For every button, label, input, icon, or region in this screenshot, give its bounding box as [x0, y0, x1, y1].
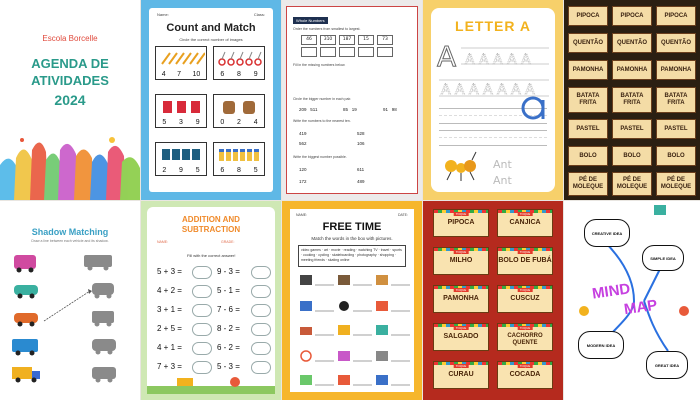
number-item: 611 — [357, 167, 365, 172]
equation: 5 + 3 = — [157, 267, 182, 276]
food-card — [433, 285, 489, 313]
option-number[interactable]: 9 — [179, 167, 183, 174]
title-line2: SUBTRACTION — [181, 225, 241, 234]
question-5: Write the biggest number possible. — [293, 155, 347, 159]
worksheet-title: FREE TIME — [322, 221, 382, 233]
food-label: PÉ DE MOLEQUE — [568, 172, 608, 196]
option-number[interactable]: 6 — [220, 71, 225, 78]
pair-value[interactable]: 85 — [343, 107, 349, 112]
svg-text:A A A A A: A A A A A — [465, 52, 531, 68]
pencils-icon — [159, 50, 205, 67]
worksheet-paper — [147, 207, 275, 394]
question-1: Order the numbers from smallest to largest. — [293, 27, 361, 31]
truck-icon — [12, 367, 40, 383]
activity-pictures-icon — [290, 271, 414, 391]
equation: 7 - 6 = — [217, 305, 240, 314]
mind-map-thumbnail[interactable] — [564, 201, 700, 400]
answer-cloud[interactable] — [251, 342, 271, 355]
card-tag: TOQUE — [519, 364, 531, 368]
food-card — [433, 209, 489, 237]
question-4: Write the numbers to the nearest ten. — [293, 119, 351, 123]
letter-a-thumbnail[interactable] — [423, 0, 563, 200]
card-tag: TOQUE — [455, 326, 467, 330]
grade-label: GRADE: — [221, 240, 235, 244]
food-label: PIPOCA — [612, 6, 652, 26]
date-label: DATE: — [397, 213, 408, 217]
painted-hands-illustration — [0, 0, 140, 200]
card-word: CACHORRO QUENTE — [507, 333, 543, 346]
answer-cloud[interactable] — [251, 285, 271, 298]
answer-cloud[interactable] — [251, 266, 271, 279]
card-tag: TOQUE — [455, 288, 467, 292]
card-word: SALGADO — [443, 333, 479, 340]
worksheet-badge: Whole Numbers — [293, 17, 328, 24]
food-label: PASTEL — [612, 119, 652, 139]
pair-value[interactable]: 511 — [310, 107, 318, 112]
addition-subtraction-thumbnail[interactable] — [141, 201, 281, 400]
idea-bubble: GREAT IDEA — [646, 351, 688, 379]
trace-word: Ant — [493, 158, 512, 171]
count-and-match-thumbnail[interactable] — [141, 0, 281, 200]
bus-icon — [14, 255, 36, 273]
answer-boxes — [301, 47, 393, 57]
svg-text:A: A — [437, 40, 457, 73]
number-item: 489 — [357, 179, 365, 184]
notebook-icon — [159, 146, 205, 163]
number-box: 46 — [301, 35, 317, 45]
card-tag: TOQUE — [455, 212, 467, 216]
name-label: Name: — [157, 12, 169, 17]
count-row — [155, 94, 267, 128]
food-label: QUENTÃO — [612, 33, 652, 53]
option-number[interactable]: 2 — [162, 167, 167, 174]
svg-text:A A A A A A A: A A A A A A A — [441, 82, 535, 98]
pair-value[interactable]: 19 — [351, 107, 357, 112]
food-card — [433, 247, 489, 275]
worksheet-header — [296, 213, 408, 217]
worksheet-title: LETTER A — [455, 18, 531, 34]
whole-numbers-thumbnail[interactable] — [282, 0, 422, 200]
equation: 2 + 5 = — [157, 324, 182, 333]
equation: 6 - 2 = — [217, 343, 240, 352]
food-card — [497, 247, 553, 275]
equation: 9 - 3 = — [217, 267, 240, 276]
pair-value[interactable]: 98 — [391, 107, 397, 112]
title-line2: ATIVIDADES — [31, 73, 109, 88]
number-pair — [383, 107, 397, 112]
food-label: PÉ DE MOLEQUE — [612, 172, 652, 196]
option-number[interactable]: 2 — [237, 119, 241, 126]
number-box: 187 — [339, 35, 355, 45]
answer-cloud[interactable] — [192, 266, 212, 279]
number-box: 73 — [377, 35, 393, 45]
card-word: CANJICA — [509, 219, 541, 226]
number-pair — [343, 107, 357, 112]
option-number[interactable]: 8 — [237, 71, 241, 78]
worksheet-subtitle: Match the words in the box with pictures. — [311, 236, 393, 241]
equation: 4 + 2 = — [157, 286, 182, 295]
food-label: BOLO — [656, 146, 696, 166]
count-row — [155, 46, 267, 80]
option-number[interactable]: 5 — [195, 167, 200, 174]
word-box: video games · art · movie · reading · watching TV · travel · sports · cooking · cycling · skateboarding · photography · shopping · meeting friends · skating online — [298, 245, 406, 267]
books-icon — [159, 98, 205, 115]
vehicles-and-shadows-illustration — [0, 249, 140, 399]
option-number[interactable]: 10 — [192, 71, 201, 78]
backpack-icon — [217, 98, 263, 115]
food-label: PIPOCA — [568, 6, 608, 26]
card-word: CURAU — [448, 371, 474, 378]
shadow-matching-thumbnail[interactable] — [0, 201, 140, 400]
idea-bubble: SIMPLE IDEA — [642, 245, 684, 271]
count-cell — [155, 94, 207, 128]
number-pair — [299, 107, 317, 112]
answer-cloud[interactable] — [192, 342, 212, 355]
food-label: PIPOCA — [656, 6, 696, 26]
food-label: BATATA FRITA — [568, 87, 608, 113]
option-number[interactable]: 6 — [220, 167, 225, 174]
number-item: 120 — [299, 167, 307, 172]
number-item: 172 — [299, 179, 307, 184]
card-tag: TOQUE — [519, 212, 531, 216]
festa-junina-labels-thumbnail[interactable] — [564, 0, 700, 200]
food-card — [433, 323, 489, 351]
name-label: NAME: — [157, 240, 169, 244]
bus-icon — [12, 339, 38, 356]
equation: 8 - 2 = — [217, 324, 240, 333]
instruction: Fill with the correct answer! — [187, 253, 236, 258]
worksheet-paper — [286, 6, 418, 194]
option-number[interactable]: 3 — [179, 119, 183, 126]
food-label: BOLO — [612, 146, 652, 166]
rounding-item: 528 — [357, 131, 365, 136]
number-boxes — [301, 35, 393, 45]
option-number[interactable]: 9 — [195, 119, 200, 126]
option-number[interactable]: 9 — [253, 71, 258, 78]
answer-cloud[interactable] — [192, 361, 212, 374]
pair-value[interactable]: 209 — [299, 107, 307, 112]
card-word: BOLO DE FUBÁ — [498, 257, 552, 264]
food-card — [497, 323, 553, 351]
rounding-item: 106 — [357, 141, 365, 146]
title-line1: AGENDA DE — [31, 56, 109, 71]
equation: 5 - 3 = — [217, 362, 240, 371]
class-label: Class: — [253, 12, 265, 17]
food-label: PASTEL — [568, 119, 608, 139]
worksheet-subtitle: Draw a line between each vehicle and its shadow. — [31, 239, 109, 243]
card-word: MILHO — [449, 257, 473, 264]
answer-cloud[interactable] — [251, 323, 271, 336]
worksheet-subtitle: Circle the correct number of images — [179, 37, 243, 42]
answer-cloud[interactable] — [192, 304, 212, 317]
count-cell — [155, 46, 207, 80]
card-tag: TOQUE — [519, 326, 531, 330]
count-cell — [213, 94, 265, 128]
trace-word: Ant — [493, 174, 512, 187]
answer-cloud[interactable] — [192, 285, 212, 298]
pair-value[interactable]: 91 — [383, 107, 389, 112]
food-card — [497, 361, 553, 389]
school-name: Escola Borcelle — [42, 34, 98, 43]
equation: 7 + 3 = — [157, 362, 182, 371]
equation: 3 + 1 = — [157, 305, 182, 314]
equation: 4 + 1 = — [157, 343, 182, 352]
ant-icon — [441, 144, 481, 184]
food-label: PAMONHA — [612, 60, 652, 80]
option-number[interactable]: 4 — [161, 71, 166, 78]
count-row — [155, 142, 267, 176]
food-label: PÉ DE MOLEQUE — [656, 172, 696, 196]
food-label: QUENTÃO — [568, 33, 608, 53]
option-number[interactable]: 8 — [237, 167, 241, 174]
worksheet-title: Count and Match — [166, 22, 256, 34]
option-number[interactable]: 4 — [253, 119, 258, 126]
name-label: NAME: — [296, 213, 308, 217]
card-tag: TOQUE — [455, 250, 467, 254]
cover-agenda-thumbnail[interactable] — [0, 0, 140, 200]
food-label: BATATA FRITA — [612, 87, 652, 113]
option-number[interactable]: 5 — [162, 119, 167, 126]
scissors-icon — [217, 50, 263, 67]
car-icon — [14, 285, 38, 299]
worksheet-paper — [431, 8, 555, 192]
worksheet-title — [147, 215, 275, 235]
food-label: PAMONHA — [568, 60, 608, 80]
agenda-year: 2024 — [54, 92, 86, 108]
card-tag: TOQUE — [455, 364, 467, 368]
food-card — [433, 361, 489, 389]
option-number[interactable]: 5 — [253, 167, 258, 174]
paint-jars-icon — [217, 146, 263, 163]
free-time-thumbnail[interactable] — [282, 201, 422, 400]
count-cell — [155, 142, 207, 176]
title-line1: ADDITION AND — [182, 215, 240, 224]
rounding-item: 562 — [299, 141, 307, 146]
count-cell — [213, 46, 265, 80]
card-word: PAMONHA — [443, 295, 479, 302]
option-number[interactable]: 7 — [177, 71, 181, 78]
number-box: 15 — [358, 35, 374, 45]
answer-cloud[interactable] — [251, 304, 271, 317]
worksheet-paper — [290, 209, 414, 392]
answer-cloud[interactable] — [192, 323, 212, 336]
food-card — [497, 209, 553, 237]
worksheet-paper — [149, 8, 273, 192]
playground-illustration — [147, 376, 275, 394]
food-label: PAMONHA — [656, 60, 696, 80]
question-3: Circle the bigger number in each pair. — [293, 97, 352, 101]
answer-cloud[interactable] — [251, 361, 271, 374]
worksheet-header — [157, 12, 265, 17]
idea-bubble: CREATIVE IDEA — [584, 219, 630, 247]
food-card — [497, 285, 553, 313]
card-word: COCADA — [509, 371, 541, 378]
number-box: 310 — [320, 35, 336, 45]
rounding-item: 419 — [299, 131, 307, 136]
letter-a-lowercase-icon — [519, 92, 549, 122]
card-tag: TOQUE — [519, 250, 531, 254]
map-word: MAP — [622, 296, 659, 319]
count-cell — [213, 142, 265, 176]
equation: 5 - 1 = — [217, 286, 240, 295]
idea-bubble: MODERN IDEA — [578, 331, 624, 359]
festa-junina-cards-thumbnail[interactable] — [423, 201, 563, 400]
car-icon — [14, 313, 38, 327]
option-number[interactable]: 0 — [220, 119, 225, 126]
card-word: CUSCUZ — [510, 295, 540, 302]
question-2: Fill in the missing numbers below. — [293, 63, 346, 67]
card-tag: TOQUE — [519, 288, 531, 292]
worksheet-title: Shadow Matching — [31, 227, 109, 237]
mind-word: MIND — [591, 280, 632, 303]
food-label: QUENTÃO — [656, 33, 696, 53]
food-label: PASTEL — [656, 119, 696, 139]
food-label: BOLO — [568, 146, 608, 166]
card-word: PIPOCA — [447, 219, 475, 226]
food-label: BATATA FRITA — [656, 87, 696, 113]
